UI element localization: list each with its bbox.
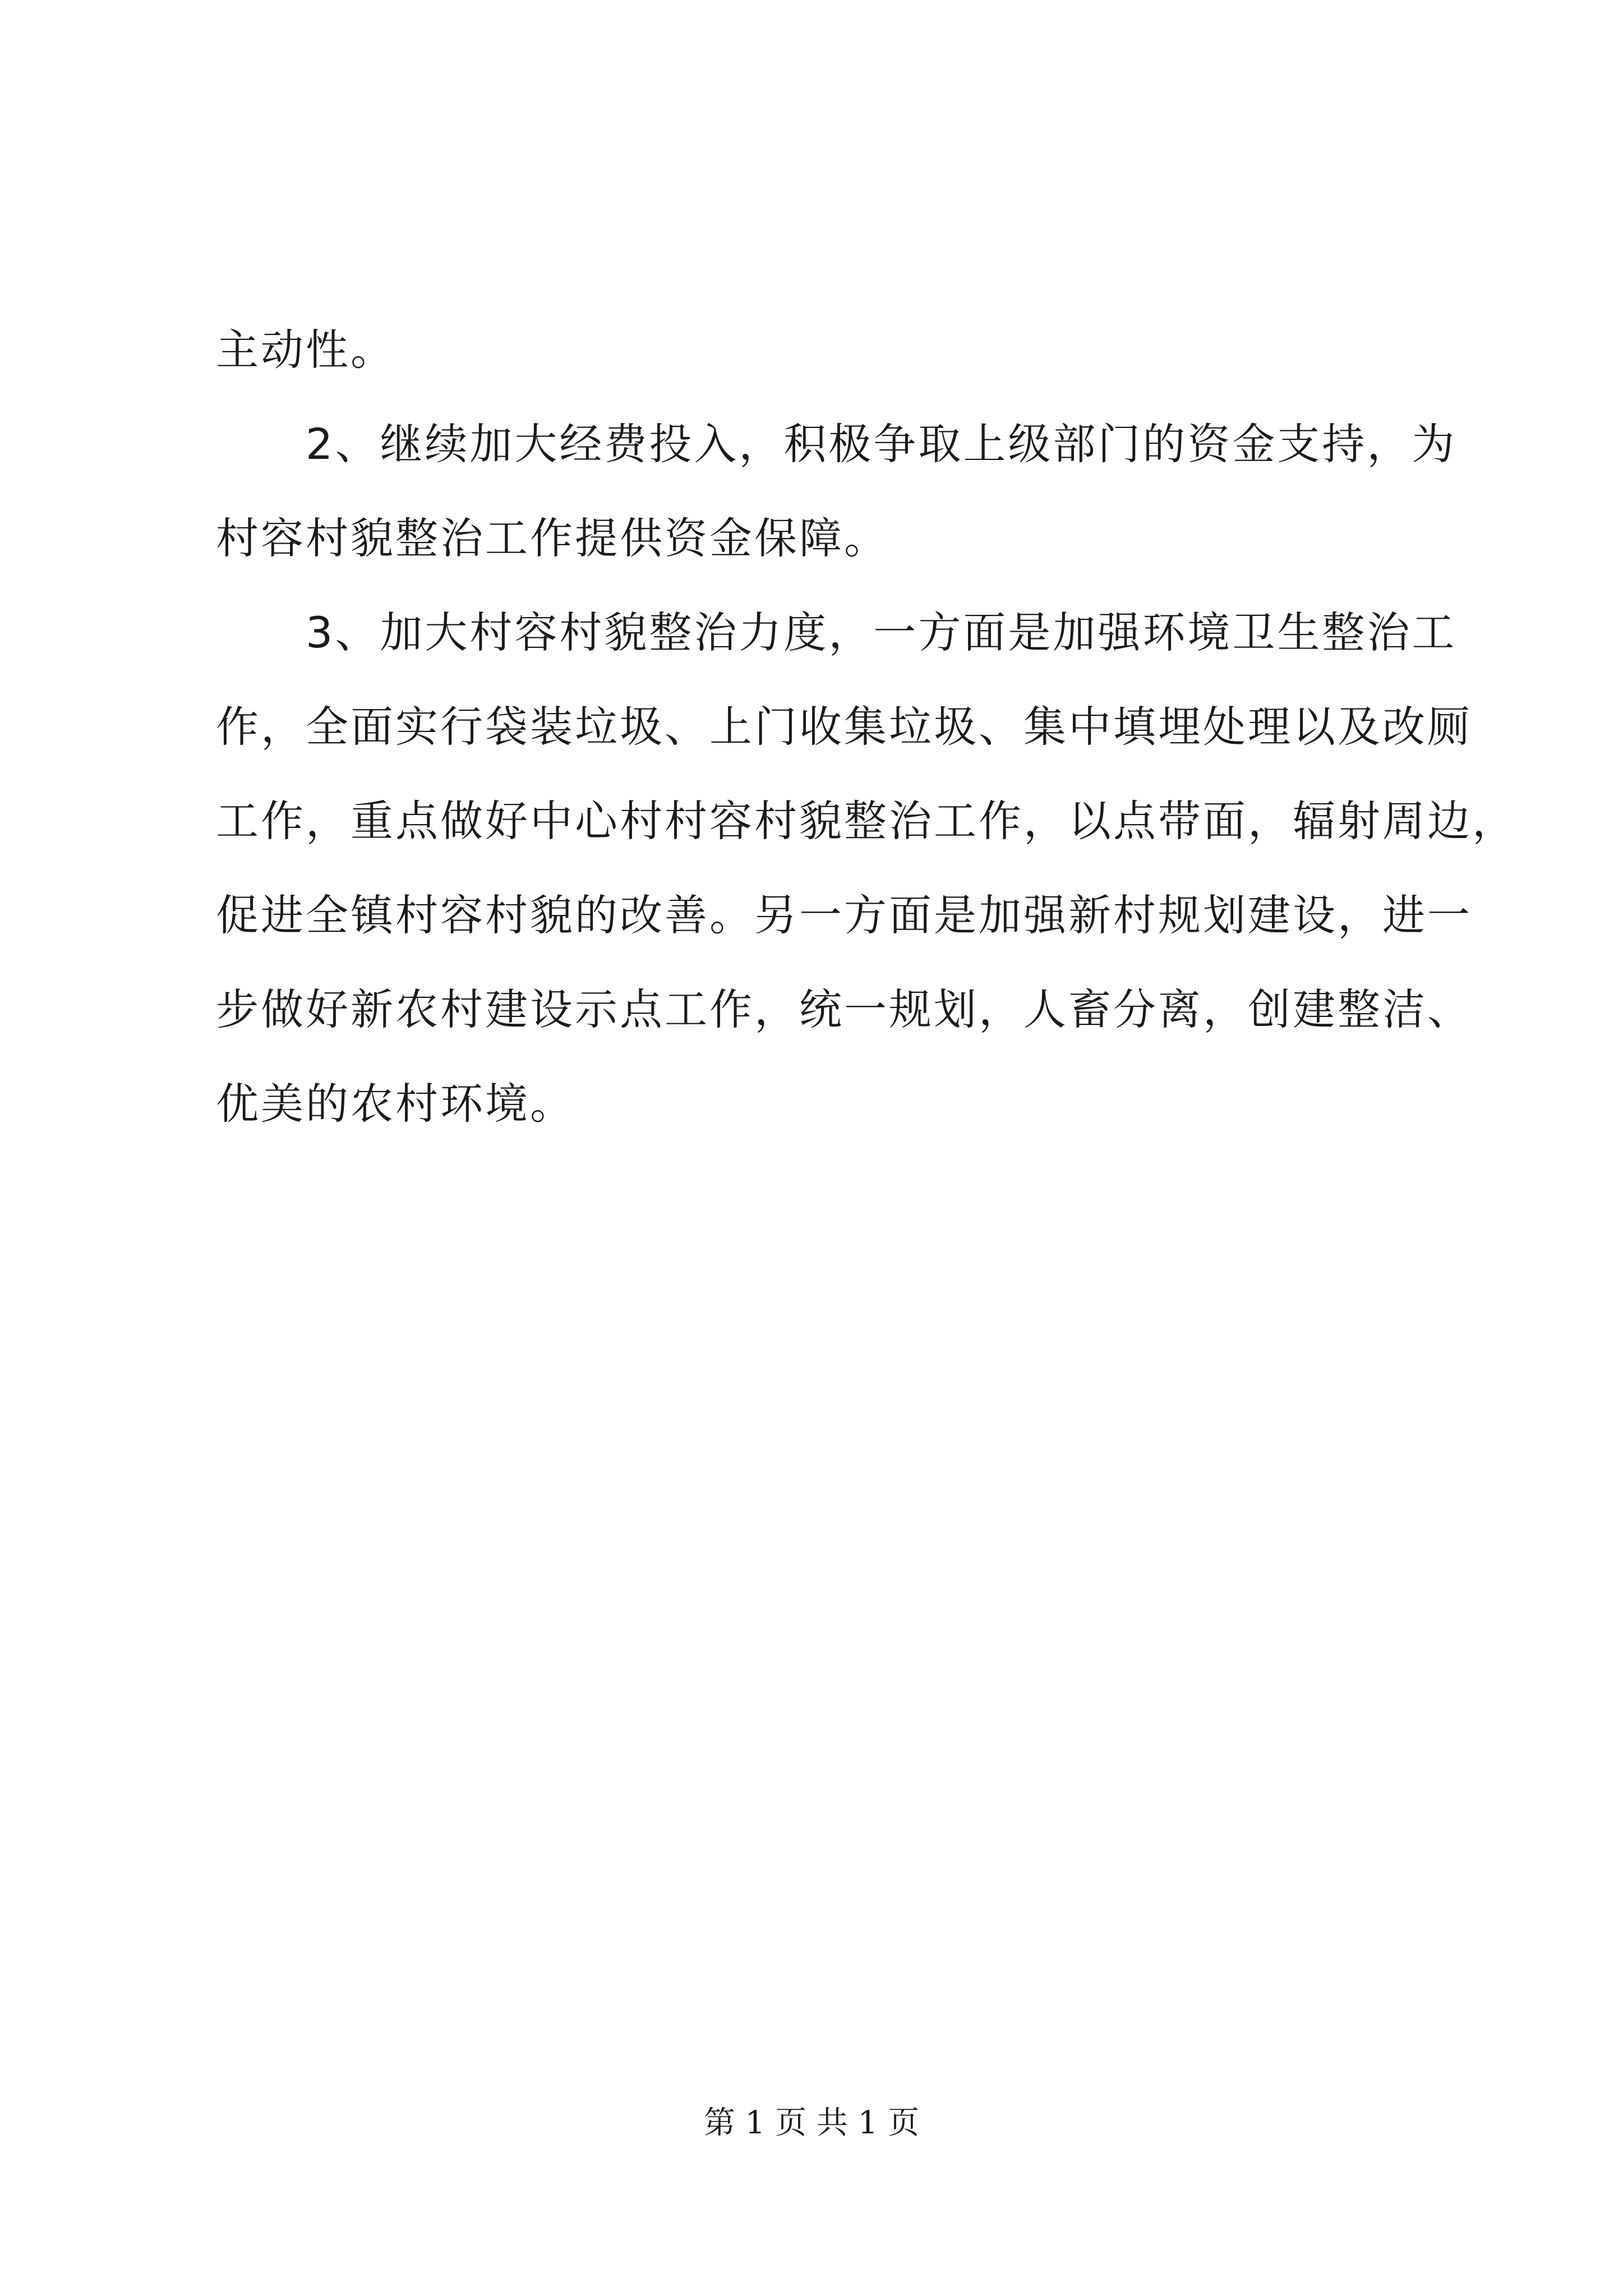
paragraph-line: 主动性。 <box>216 325 395 375</box>
paragraph-line: 作，全面实行袋装垃圾、上门收集垃圾、集中填埋处理以及改厕 <box>216 702 1472 752</box>
paragraph-line: 促进全镇村容村貌的改善。另一方面是加强新村规划建设，进一 <box>216 890 1472 940</box>
paragraph-line: 优美的农村环境。 <box>216 1079 575 1129</box>
paragraph-line: 3、加大村容村貌整治力度，一方面是加强环境卫生整治工 <box>306 608 1457 657</box>
document-body <box>216 303 1517 1151</box>
paragraph-line: 村容村貌整治工作提供资金保障。 <box>216 513 889 563</box>
page-footer: 第 1 页 共 1 页 <box>703 2105 920 2141</box>
paragraph-line: 步做好新农村建设示点工作，统一规划，人畜分离，创建整洁、 <box>216 984 1472 1034</box>
paragraph-line: 工作，重点做好中心村村容村貌整治工作，以点带面，辐射周边， <box>216 796 1517 846</box>
paragraph-line: 2、继续加大经费投入，积极争取上级部门的资金支持，为 <box>306 419 1457 469</box>
